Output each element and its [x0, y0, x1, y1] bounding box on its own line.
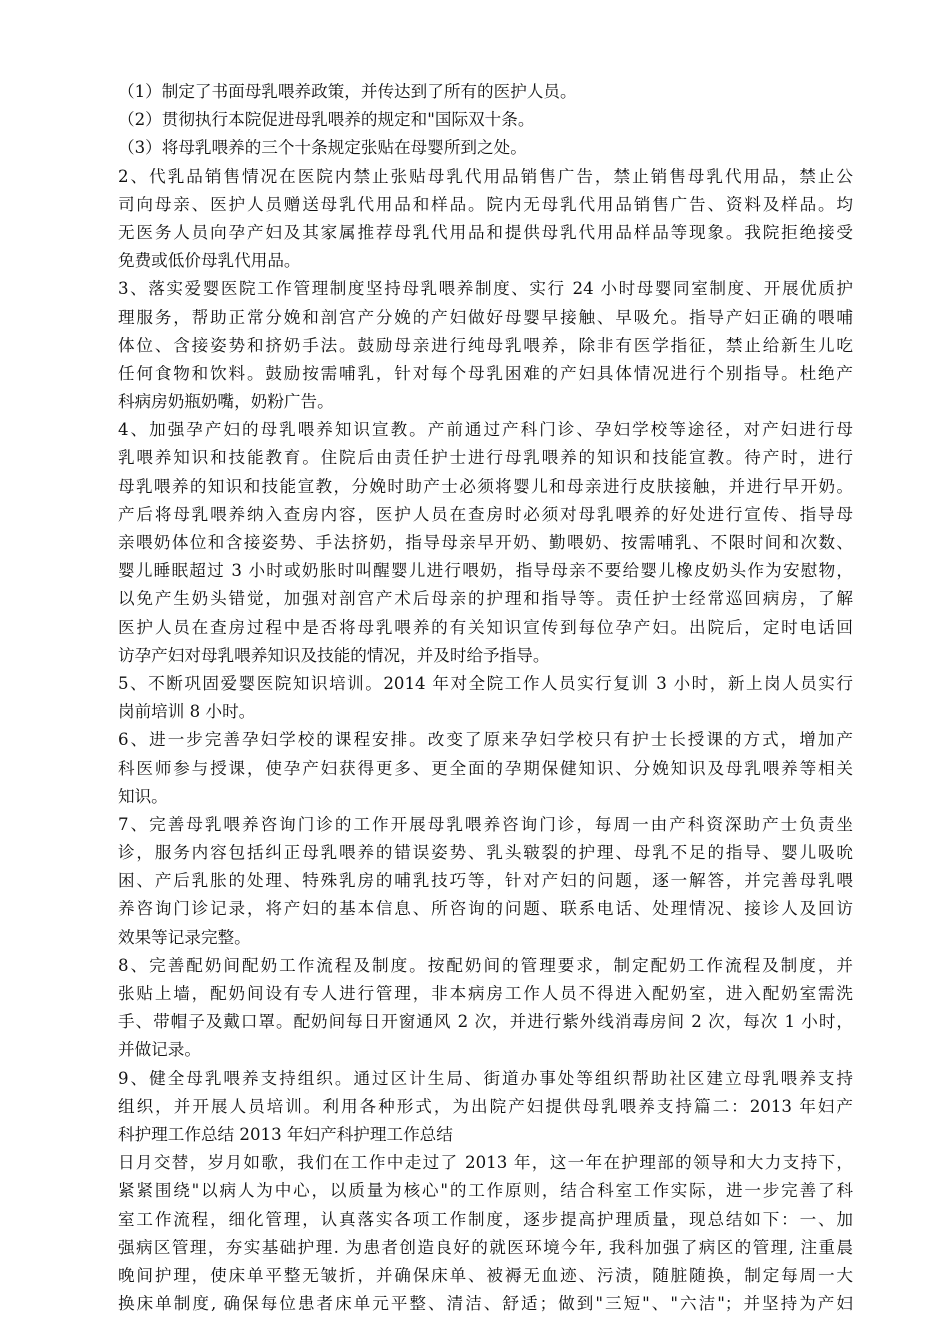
text-line: 乳喂养知识和技能教育。住院后由责任护士进行母乳喂养的知识和技能宣教。待产时，进行 — [118, 448, 853, 468]
text-line: 4、加强孕产妇的母乳喂养知识宣教。产前通过产科门诊、孕妇学校等途径，对产妇进行母 — [118, 420, 853, 440]
text-line: 产后将母乳喂养纳入查房内容，医护人员在查房时必须对母乳喂养的好处进行宣传、指导母 — [118, 504, 853, 524]
text-line: 2、代乳品销售情况在医院内禁止张贴母乳代用品销售广告，禁止销售母乳代用品，禁止公 — [118, 166, 853, 186]
text-line: 理服务，帮助正常分娩和剖宫产分娩的产妇做好母婴早接触、早吸允。指导产妇正确的喂哺 — [118, 307, 853, 327]
text-line: 科护理工作总结 2013 年妇产科护理工作总结 — [118, 1124, 453, 1144]
text-line: 日月交替，岁月如歌，我们在工作中走过了 2013 年，这一年在护理部的领导和大力支持下， — [118, 1153, 853, 1173]
text-line: 8、完善配奶间配奶工作流程及制度。按配奶间的管理要求，制定配奶工作流程及制度，并 — [118, 955, 853, 975]
text-line: 亲喂奶体位和含接姿势、手法挤奶，指导母亲早开奶、勤喂奶、按需哺乳、不限时间和次数、 — [118, 533, 853, 552]
text-line: 并做记录。 — [118, 1040, 201, 1060]
text-line: 手、带帽子及戴口罩。配奶间每日开窗通风 2 次，并进行紫外线消毒房间 2 次，每次 1 小时， — [118, 1012, 853, 1032]
text-line: 体位、含接姿势和挤奶手法。鼓励母亲进行纯母乳喂养，除非有医学指征，禁止给新生儿吃 — [118, 335, 853, 355]
text-line: 免费或低价母乳代用品。 — [118, 251, 301, 271]
text-line: 组织，并开展人员培训。利用各种形式，为出院产妇提供母乳喂养支持篇二：2013 年妇产 — [118, 1096, 853, 1116]
text-line: 室工作流程，细化管理，认真落实各项工作制度，逐步提高护理质量，现总结如下：一、加 — [118, 1209, 853, 1229]
text-line: 科病房奶瓶奶嘴，奶粉广告。 — [118, 392, 334, 412]
text-line: 3、落实爱婴医院工作管理制度坚持母乳喂养制度、实行 24 小时母婴同室制度、开展优质护 — [118, 279, 853, 299]
text-line: 7、完善母乳喂养咨询门诊的工作开展母乳喂养咨询门诊，每周一由产科资深助产士负责坐 — [118, 814, 853, 834]
text-line: 知识。 — [118, 786, 168, 806]
text-line: （3）将母乳喂养的三个十条规定张贴在母婴所到之处。 — [118, 138, 527, 158]
text-line: 6、进一步完善孕妇学校的课程安排。改变了原来孕妇学校只有护士长授课的方式，增加产 — [118, 730, 853, 750]
text-line: 晚间护理，使床单平整无皱折，并确保床单、被褥无血迹、污渍，随脏随换，制定每周一大 — [118, 1265, 853, 1285]
text-line: 任何食物和饮料。鼓励按需哺乳，针对每个母乳困难的产妇具体情况进行个别指导。杜绝产 — [118, 363, 853, 383]
text-line: 诊，服务内容包括纠正母乳喂养的错误姿势、乳头皲裂的护理、母乳不足的指导、婴儿吸吮 — [118, 843, 853, 863]
text-line: 5、不断巩固爱婴医院知识培训。2014 年对全院工作人员实行复训 3 小时，新上岗人员实行 — [118, 673, 853, 693]
text-line: 岗前培训 8 小时。 — [118, 702, 256, 722]
text-line: 9、健全母乳喂养支持组织。通过区计生局、街道办事处等组织帮助社区建立母乳喂养支持 — [118, 1068, 853, 1088]
text-line: 困、产后乳胀的处理、特殊乳房的哺乳技巧等，针对产妇的问题，逐一解答，并完善母乳喂 — [118, 871, 853, 891]
text-line: 以免产生奶头错觉，加强对剖宫产术后母亲的护理和指导等。责任护士经常巡回病房，了解 — [118, 589, 853, 609]
text-line: 效果等记录完整。 — [118, 927, 251, 947]
text-line: 母乳喂养的知识和技能宣教，分娩时助产士必须将婴儿和母亲进行皮肤接触，并进行早开奶。 — [118, 476, 853, 496]
document-body — [118, 78, 853, 1318]
text-line: 无医务人员向孕产妇及其家属推荐母乳代用品和提供母乳代用品样品等现象。我院拒绝接受 — [118, 222, 853, 242]
text-line: 科医师参与授课，使孕产妇获得更多、更全面的孕期保健知识、分娩知识及母乳喂养等相关 — [118, 758, 853, 778]
text-line: 紧紧围绕"以病人为中心，以质量为核心"的工作原则，结合科室工作实际，进一步完善了科 — [118, 1181, 853, 1201]
text-line: 强病区管理，夯实基础护理. 为患者创造良好的就医环境今年, 我科加强了病区的管理, 注重晨 — [118, 1237, 853, 1257]
text-line: 婴儿睡眠超过 3 小时或奶胀时叫醒婴儿进行喂奶，指导母亲不要给婴儿橡皮奶头作为安慰物， — [118, 561, 853, 581]
text-line: （2）贯彻执行本院促进母乳喂养的规定和"国际双十条。 — [118, 110, 535, 130]
text-line: 养咨询门诊记录，将产妇的基本信息、所咨询的问题、联系电话、处理情况、接诊人及回访 — [118, 899, 853, 919]
text-line: 换床单制度, 确保每位患者床单元平整、清洁、舒适；做到"三短"、"六洁"；并坚持为产妇 — [118, 1294, 853, 1314]
text-line: 访孕产妇对母乳喂养知识及技能的情况，并及时给予指导。 — [118, 645, 550, 665]
text-line: 张贴上墙，配奶间设有专人进行管理，非本病房工作人员不得进入配奶室，进入配奶室需洗 — [118, 984, 853, 1003]
text-line: 司向母亲、医护人员赠送母乳代用品和样品。院内无母乳代用品销售广告、资料及样品。均 — [118, 194, 853, 214]
text-line: 医护人员在查房过程中是否将母乳喂养的有关知识宣传到每位孕产妇。出院后，定时电话回 — [118, 617, 853, 637]
text-line: （1）制定了书面母乳喂养政策，并传达到了所有的医护人员。 — [118, 82, 577, 101]
